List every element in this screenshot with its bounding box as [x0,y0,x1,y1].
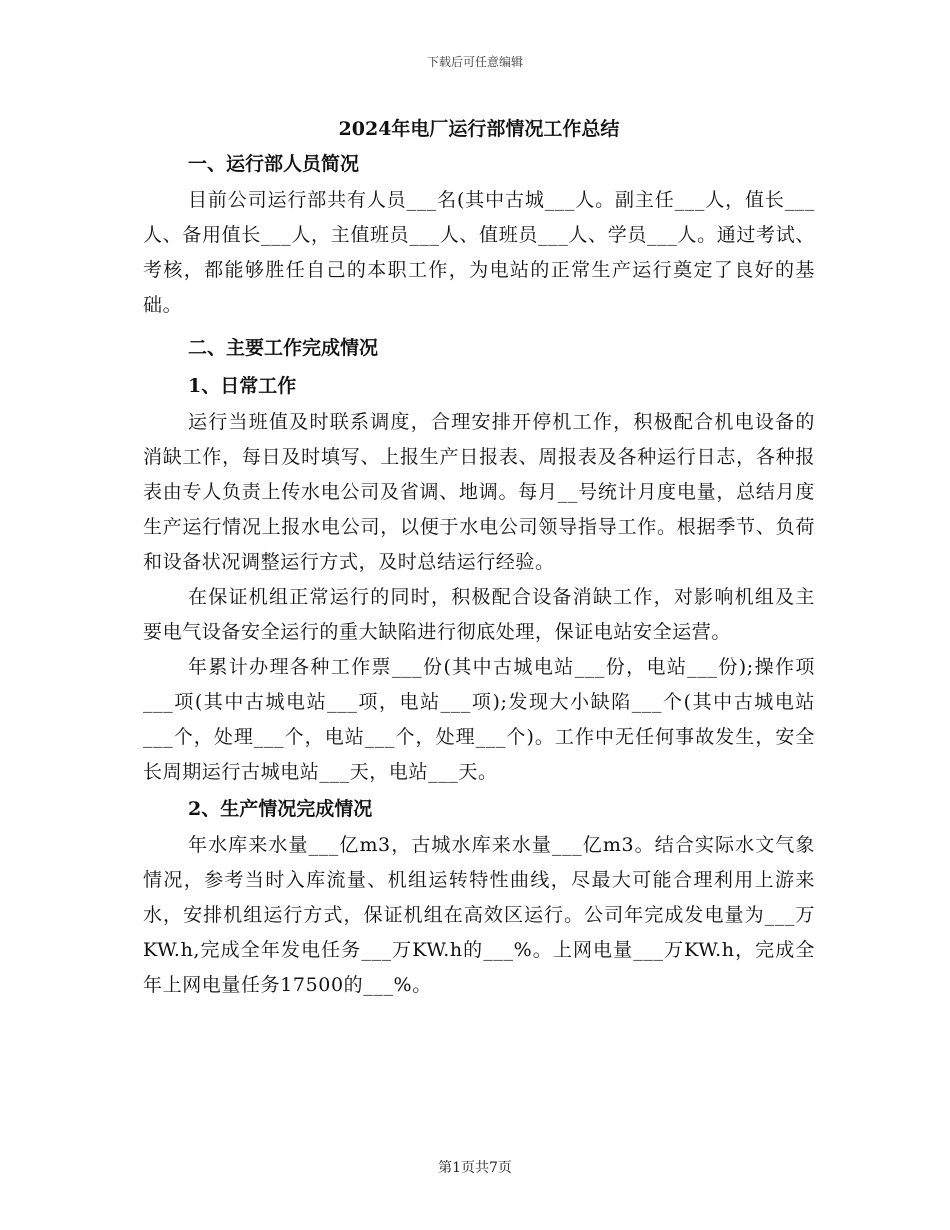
section-heading-personnel: 一、运行部人员简况 [188,153,360,175]
paragraph-production: 年水库来水量___亿m3，古城水库来水量___亿m3。结合实际水文气象情况，参考当时入库流量、机组运转特性曲线，尽最大可能合理利用上游来水，安排机组运行方式，保证机组在高效区运行。公司年完成发电量为___万KW.h,完成全年发电任务___万KW.h的___%。上网电量___万KW.h，完成全年上网电量任务17500的___%。 [143,834,815,996]
page-header: 下载后可任意编辑 [426,55,523,69]
subsection-heading-daily-work: 1、日常工作 [188,375,297,397]
page-footer: 第1页共7页 [438,1160,512,1176]
paragraph-daily-work-3: 年累计办理各种工作票___份(其中古城电站___份，电站___份);操作项___项(其中古城电站___项，电站___项);发现大小缺陷___个(其中古城电站___个，处理___个，电站___个，处理___个)。工作中无任何事故发生，安全长周期运行古城电站___天，电站___天。 [143,656,815,783]
paragraph-daily-work-1: 运行当班值及时联系调度，合理安排开停机工作，积极配合机电设备的消缺工作，每日及时填写、上报生产日报表、周报表及各种运行日志，各种报表由专人负责上传水电公司及省调、地调。每月__号统计月度电量，总结月度生产运行情况上报水电公司，以便于水电公司领导指导工作。根据季节、负荷和设备状况调整运行方式，及时总结运行经验。 [143,411,815,573]
document-title: 2024年电厂运行部情况工作总结 [338,118,620,140]
document-body [143,113,815,1003]
paragraph-daily-work-2: 在保证机组正常运行的同时，积极配合设备消缺工作，对影响机组及主要电气设备安全运行的重大缺陷进行彻底处理，保证电站安全运营。 [143,586,815,643]
paragraph-personnel: 目前公司运行部共有人员___名(其中古城___人。副主任___人，值长___人、备用值长___人，主值班员___人、值班员___人、学员___人。通过考试、考核，都能够胜任自己的本职工作，为电站的正常生产运行奠定了良好的基础。 [143,189,815,316]
subsection-heading-production: 2、生产情况完成情况 [188,798,373,820]
section-heading-main-work: 二、主要工作完成情况 [188,337,379,359]
